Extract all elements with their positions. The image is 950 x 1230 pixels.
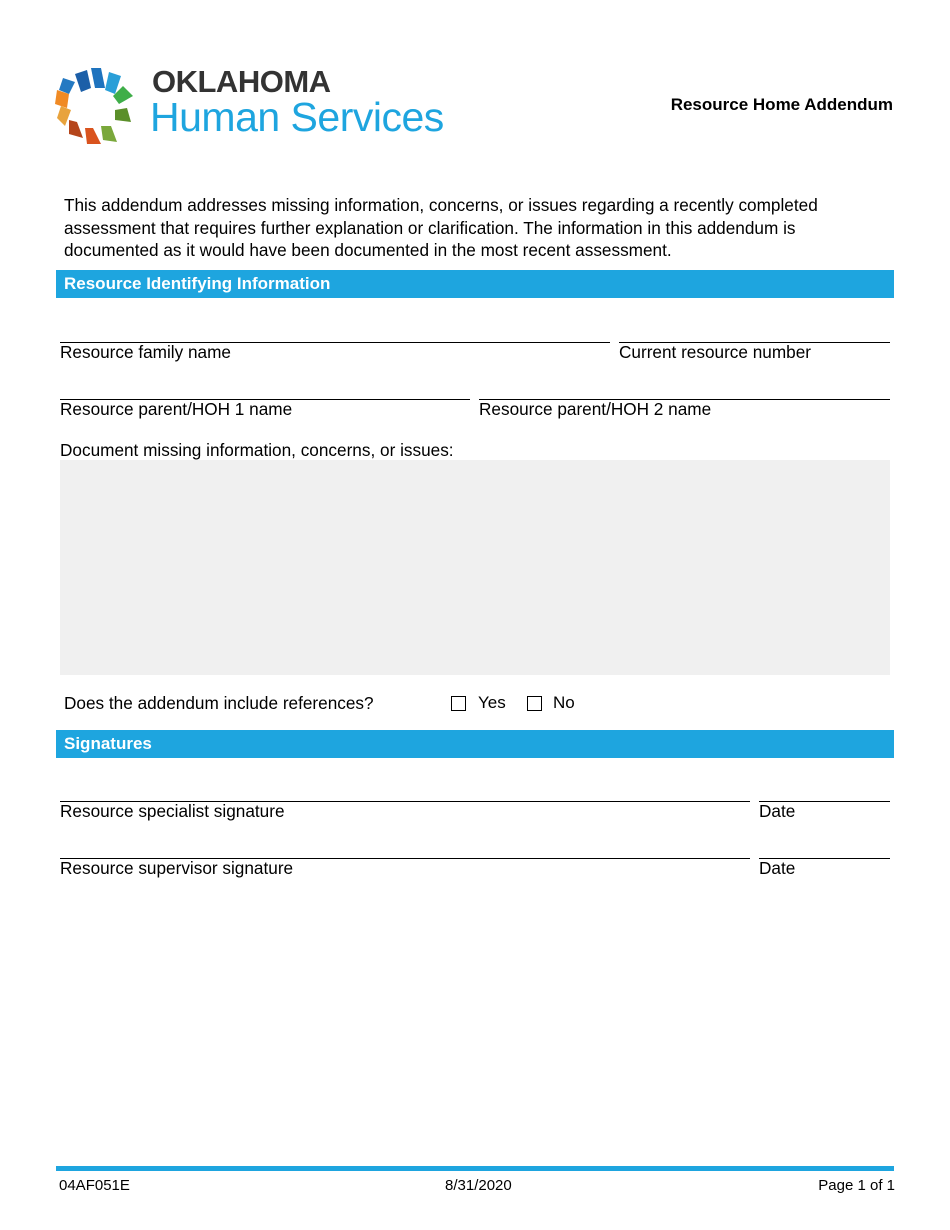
footer-rule — [56, 1166, 894, 1171]
specialist-signature-label: Resource specialist signature — [60, 801, 285, 821]
missing-info-label: Document missing information, concerns, or issues: — [60, 440, 454, 460]
references-yes-label: Yes — [478, 693, 506, 712]
supervisor-date-label: Date — [759, 858, 796, 878]
supervisor-signature-label: Resource supervisor signature — [60, 858, 294, 878]
form-title: Resource Home Addendum — [670, 95, 893, 114]
agency-logo-star — [55, 62, 145, 152]
parent1-name-label: Resource parent/HOH 1 name — [60, 399, 293, 419]
page-number: Page 1 of 1 — [818, 1177, 895, 1194]
resource-number-label: Current resource number — [619, 342, 812, 362]
section-header-signatures: Signatures — [56, 730, 894, 758]
revision-date: 8/31/2020 — [445, 1177, 512, 1194]
section-header-identifying-info: Resource Identifying Information — [56, 270, 894, 298]
references-no-label: No — [553, 693, 575, 712]
references-no-checkbox[interactable] — [527, 696, 542, 711]
references-yes-checkbox[interactable] — [451, 696, 466, 711]
references-question: Does the addendum include references? — [64, 693, 374, 713]
parent2-name-label: Resource parent/HOH 2 name — [479, 399, 712, 419]
logo-wordmark-bottom: Human Services — [150, 94, 444, 140]
missing-info-textarea[interactable] — [60, 460, 890, 675]
form-number: 04AF051E — [59, 1177, 130, 1194]
logo-wordmark-top: OKLAHOMA — [152, 64, 331, 99]
intro-paragraph: This addendum addresses missing information, concerns, or issues regarding a recently completed assessment that requires further explanation or clarification. The information in this addendum is documented as it would have been documented in the most recent assessment. — [64, 195, 818, 260]
family-name-label: Resource family name — [60, 342, 231, 362]
specialist-date-label: Date — [759, 801, 796, 821]
